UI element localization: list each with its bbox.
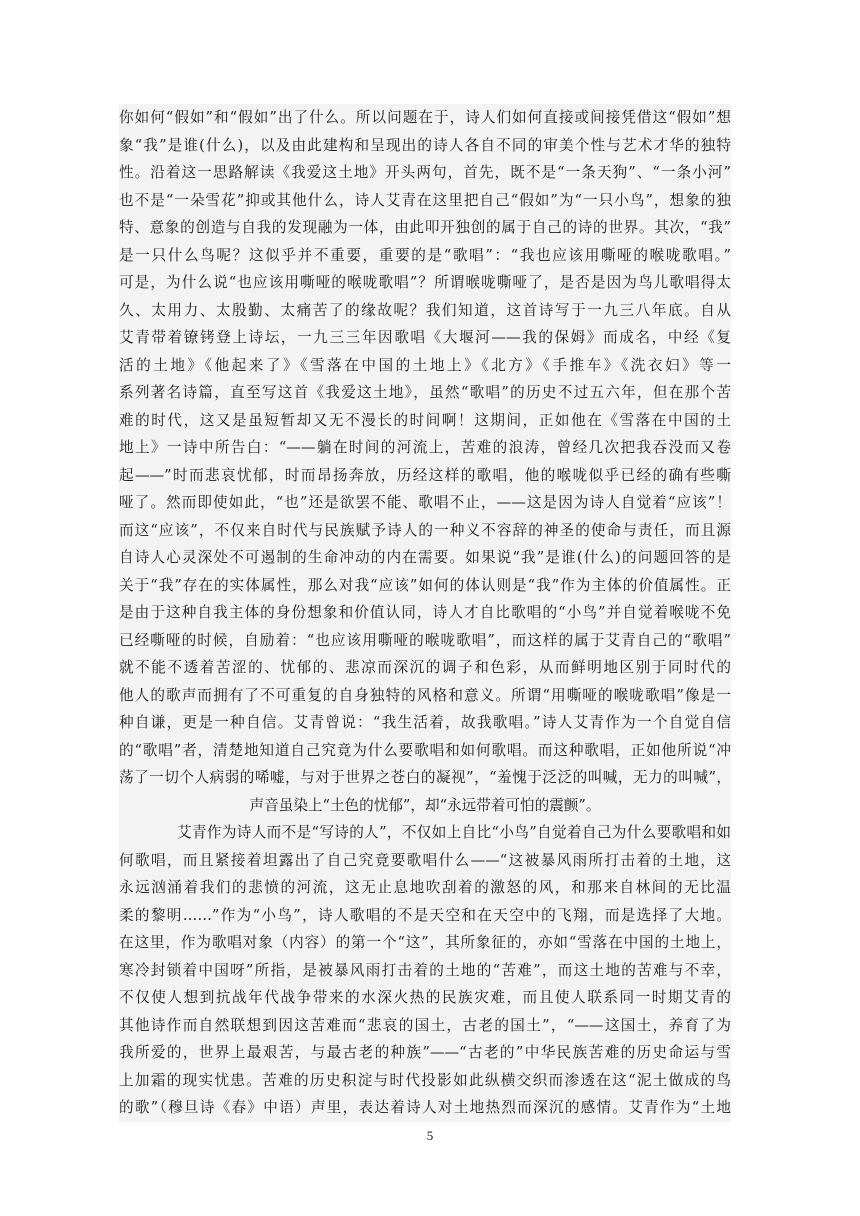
text-line-centered: 声音虽染上“土色的忧郁”，却“永远带着可怕的震颤”。: [249, 796, 601, 814]
text-line: 系列著名诗篇，直至写这首《我爱这土地》，虽然“歌唱”的历史不过五六年，但在那个苦: [119, 384, 731, 401]
text-line: 关于“我”存在的实体属性，那么对我“应该”如何的体认则是“我”作为主体的价值属性。正: [119, 576, 731, 594]
text-line: 种自谦，更是一种自信。艾青曾说：“我生活着，故我歌唱。”诗人艾青作为一个自觉自信: [119, 714, 731, 731]
text-line: 的“歌唱”者，清楚地知道自己究竟为什么要歌唱和如何歌唱。而这种歌唱，正如他所说“冲: [119, 741, 731, 759]
text-line: 上加霜的现实忧患。苦难的历史积淀与时代投影如此纵横交织而渗透在这“泥土做成的鸟: [119, 1071, 731, 1089]
text-line: 象“我”是谁(什么)，以及由此建构和呈现出的诗人各自不同的审美个性与艺术才华的独特: [119, 136, 731, 154]
text-line: 也不是“一朵雪花”抑或其他什么，诗人艾青在这里把自己“假如”为“一只小鸟”，想象的独: [119, 191, 731, 209]
text-line: 性。沿着这一思路解读《我爱这土地》开头两句，首先，既不是“一条天狗”、“一条小河”: [119, 164, 731, 181]
text-line: 自诗人心灵深处不可遏制的生命冲动的内在需要。如果说“我”是谁(什么)的问题回答的是: [119, 549, 731, 566]
text-line: 艾青带着镣铐登上诗坛，一九三三年因歌唱《大堰河——我的保姆》而成名，中经《复: [119, 329, 731, 346]
text-line: 地上》一诗中所告白：“——躺在时间的河流上，苦难的浪涛，曾经几次把我吞没而又卷: [119, 439, 731, 456]
text-line: 永远汹涌着我们的悲愤的河流，这无止息地吹刮着的激怒的风，和那来自林间的无比温: [119, 879, 731, 896]
text-line: 是一只什么鸟呢？这似乎并不重要，重要的是“歌唱”：“我也应该用嘶哑的喉咙歌唱。”: [119, 246, 731, 264]
text-line: 在这里，作为歌唱对象（内容）的第一个“这”，其所象征的，亦如“雪落在中国的土地上，: [119, 934, 731, 951]
text-line: 活的土地》《他起来了》《雪落在中国的土地上》《北方》《手推车》《洗衣妇》等一: [119, 356, 731, 374]
text-line: 哑了。然而即使如此，“也”还是欲罢不能、歌唱不止，——这是因为诗人自觉着“应该”！: [119, 494, 731, 511]
body-text: [119, 104, 731, 1122]
text-line: 难的时代，这又是虽短暂却又无不漫长的时间啊！这期间，正如他在《雪落在中国的土: [119, 411, 731, 429]
text-line: 寒冷封锁着中国呀”所指，是被暴风雨打击着的土地的“苦难”，而这土地的苦难与不幸，: [119, 961, 731, 979]
text-line: 可是，为什么说“也应该用嘶哑的喉咙歌唱”？所谓喉咙嘶哑了，是否是因为鸟儿歌唱得太: [119, 274, 731, 291]
paragraph-first-line: 艾青作为诗人而不是“写诗的人”，不仅如上自比“小鸟”自觉着自己为什么要歌唱和如: [177, 824, 731, 841]
text-line: 久、太用力、太殷勤、太痛苦了的缘故呢？我们知道，这首诗写于一九三八年底。自从: [119, 301, 731, 319]
text-line: 何歌唱，而且紧接着坦露出了自己究竟要歌唱什么——“这被暴风雨所打击着的土地，这: [119, 851, 731, 869]
text-line: 就不能不透着苦涩的、忧郁的、悲凉而深沉的调子和色彩，从而鲜明地区别于同时代的: [119, 659, 731, 676]
text-line: 已经嘶哑的时候，自励着：“也应该用嘶哑的喉咙歌唱”，而这样的属于艾青自己的“歌唱”: [119, 631, 731, 649]
text-line: 荡了一切个人病弱的唏嘘，与对于世界之苍白的凝视”，“羞愧于泛泛的叫喊，无力的叫喊”，: [119, 769, 731, 786]
text-line: 其他诗作而自然联想到因这苦难而“悲哀的国土，古老的国土”，“——这国土，养育了为: [119, 1016, 731, 1034]
page-number: 5: [426, 1128, 434, 1143]
text-line: 你如何“假如”和“假如”出了什么。所以问题在于，诗人们如何直接或间接凭借这“假如”想: [119, 109, 731, 126]
text-line: 特、意象的创造与自我的发现融为一体，由此叩开独创的属于自己的诗的世界。其次，“我”: [119, 219, 731, 236]
text-line: 我所爱的，世界上最艰苦，与最古老的种族”——“古老的”中华民族苦难的历史命运与雪: [119, 1044, 731, 1061]
text-line: 的歌”（穆旦诗《春》中语）声里，表达着诗人对土地热烈而深沉的感情。艾青作为“土地: [119, 1099, 731, 1116]
text-line: 他人的歌声而拥有了不可重复的自身独特的风格和意义。所谓“用嘶哑的喉咙歌唱”像是一: [119, 686, 731, 704]
text-line: 柔的黎明……”作为“小鸟”，诗人歌唱的不是天空和在天空中的飞翔，而是选择了大地。: [119, 906, 731, 924]
text-line: 不仅使人想到抗战年代战争带来的水深火热的民族灾难，而且使人联系同一时期艾青的: [119, 989, 731, 1006]
text-line: 而这“应该”，不仅来自时代与民族赋予诗人的一种义不容辞的神圣的使命与责任，而且源: [119, 521, 731, 539]
text-line: 起——”时而悲哀忧郁，时而昂扬奔放，历经这样的歌唱，他的喉咙似乎已经的确有些嘶: [119, 466, 731, 484]
text-line: 是由于这种自我主体的身份想象和价值认同，诗人才自比歌唱的“小鸟”并自觉着喉咙不免: [119, 604, 731, 621]
